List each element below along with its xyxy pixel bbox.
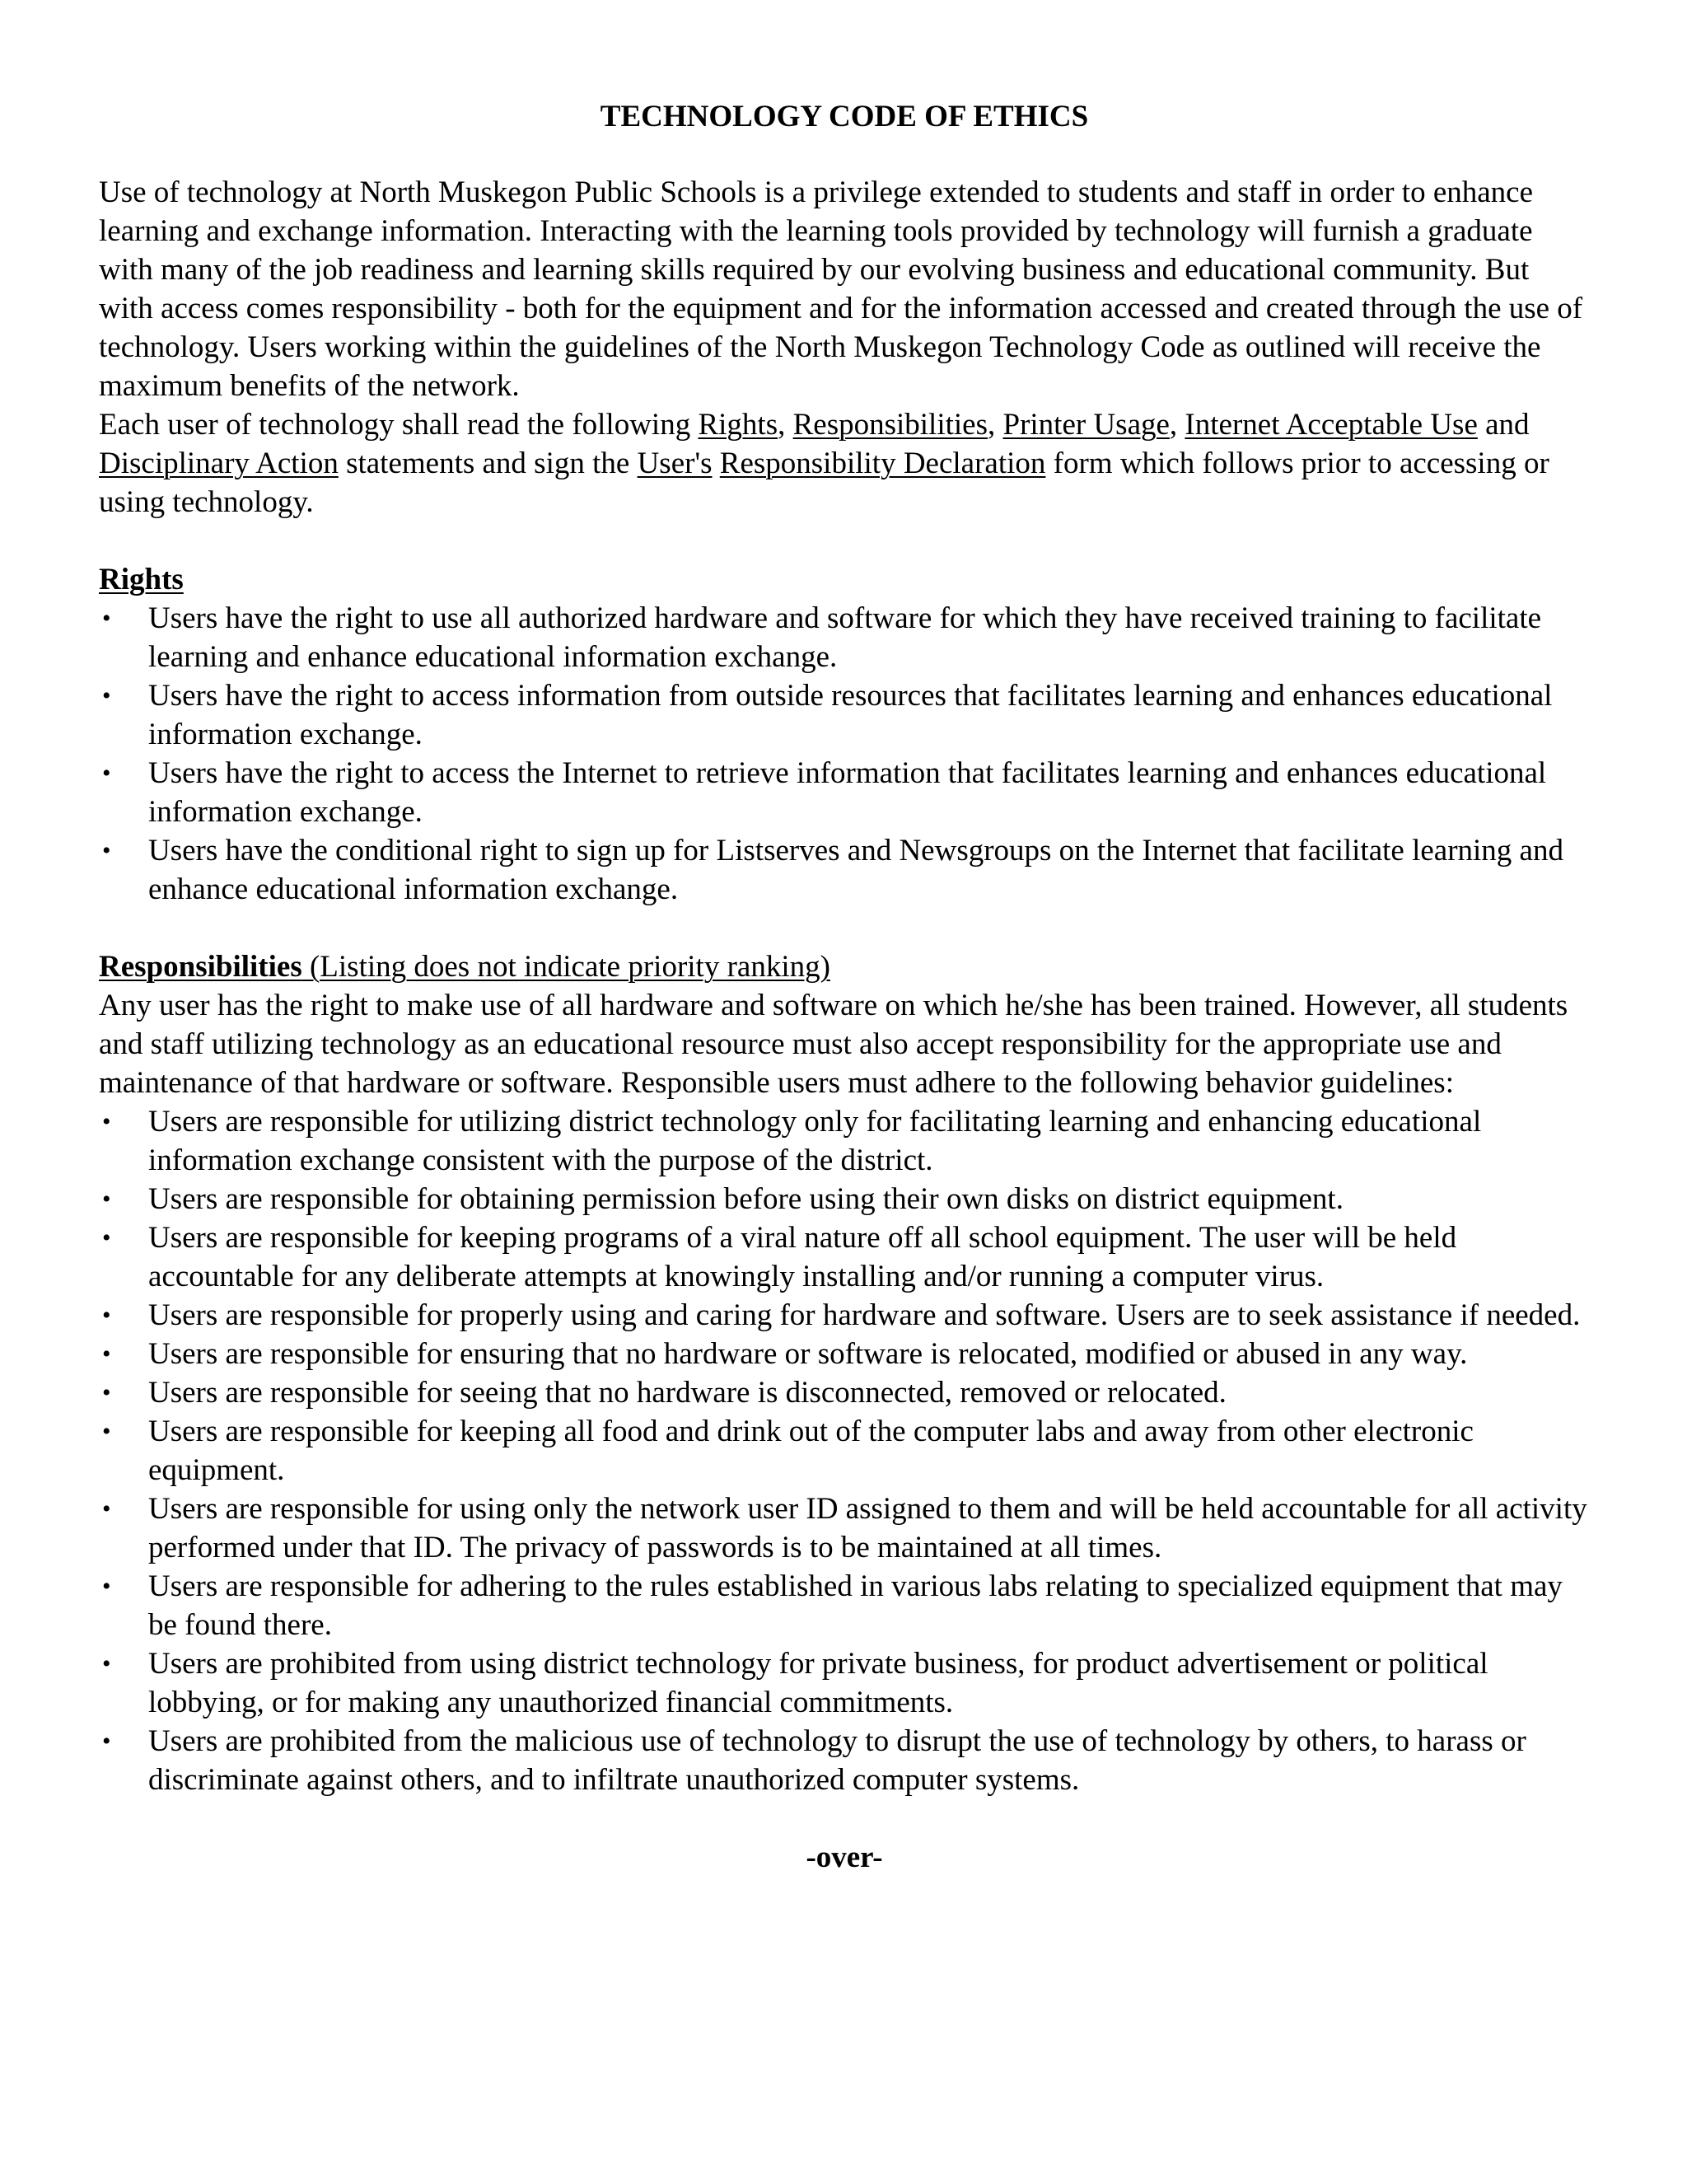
- list-item: [99, 1102, 1590, 1180]
- bullet-icon: •: [102, 1108, 111, 1135]
- responsibilities-intro: Any user has the right to make use of all hardware and software on which he/she has been trained. However, all students and staff utilizing technology as an educational resource must also accept responsibility for the appropriate use and maintenance of that hardware or software. Responsible users must adhere to the following behavior guidelines:: [99, 989, 1568, 1100]
- document-title: TECHNOLOGY CODE OF ETHICS: [600, 100, 1089, 133]
- bullet-icon: •: [102, 1728, 111, 1755]
- responsibility-declaration-reference: Responsibility Declaration: [719, 447, 1046, 480]
- list-item: [99, 1180, 1590, 1218]
- list-item: [99, 1412, 1590, 1490]
- intro-text-7: [713, 447, 720, 480]
- responsibilities-heading-gap: [302, 950, 310, 984]
- section-spacer: [99, 521, 1590, 560]
- intro-text-4: ,: [1169, 408, 1185, 442]
- rights-heading-text: Rights: [99, 563, 184, 596]
- section-spacer: [99, 909, 1590, 947]
- list-item: [99, 1490, 1590, 1567]
- bullet-icon: •: [102, 837, 111, 864]
- list-item: [99, 1644, 1590, 1722]
- bullet-icon: •: [102, 682, 111, 709]
- bullet-icon: •: [102, 1495, 111, 1522]
- intro-paragraph: Use of technology at North Muskegon Public Schools is a privilege extended to students and staff in order to enhance learning and exchange information. Interacting with the learning tools provided by technology will furnish a graduate with many of the job readiness and learning skills required by our evolving business and educational community. But with access comes responsibility - both for the equipment and for the information accessed and created through the use of technology. Users working within the guidelines of the North Muskegon Technology Code as outlined will receive the maximum benefits of the network.: [99, 175, 1583, 403]
- list-item: [99, 599, 1590, 676]
- document-page: [99, 97, 1590, 1877]
- list-item: [99, 1567, 1590, 1644]
- list-item-text: Users are responsible for keeping programs of a viral nature off all school equipment. The user will be held accountable for any deliberate attempts at knowingly installing and/or running a computer virus.: [148, 1221, 1457, 1293]
- list-item-text: Users are responsible for keeping all food and drink out of the computer labs and away from other electronic equipment.: [148, 1415, 1474, 1487]
- intro-text-1: Each user of technology shall read the following: [99, 408, 699, 442]
- bullet-icon: •: [102, 1224, 111, 1251]
- list-item-text: Users have the conditional right to sign up for Listserves and Newsgroups on the Internet that facilitate learning and enhance educational information exchange.: [148, 834, 1563, 906]
- intro-text-3: ,: [988, 408, 1003, 442]
- list-item-text: Users are responsible for obtaining permission before using their own disks on district equipment.: [148, 1182, 1344, 1216]
- list-item-text: Users are responsible for using only the network user ID assigned to them and will be held accountable for all activity performed under that ID. The privacy of passwords is to be maintained at all times.: [148, 1492, 1587, 1564]
- responsibilities-heading-note: (Listing does not indicate priority ranking): [309, 950, 830, 984]
- internet-acceptable-use-reference: Internet Acceptable Use: [1185, 408, 1478, 442]
- intro-text-5: and: [1477, 408, 1530, 442]
- list-item: [99, 676, 1590, 754]
- bullet-icon: •: [102, 1302, 111, 1329]
- list-item: [99, 1373, 1590, 1412]
- rights-heading: [99, 560, 1590, 599]
- bullet-icon: •: [102, 1186, 111, 1213]
- list-item: [99, 831, 1590, 909]
- list-item-text: Users have the right to access information from outside resources that facilitates learning and enhances educational information exchange.: [148, 679, 1553, 751]
- disciplinary-action-reference: Disciplinary Action: [99, 447, 339, 480]
- rights-list: [99, 599, 1590, 909]
- list-item-text: Users are responsible for adhering to the rules established in various labs relating to specialized equipment that may be found there.: [148, 1569, 1563, 1642]
- bullet-icon: •: [102, 1650, 111, 1677]
- bullet-icon: •: [102, 605, 111, 632]
- list-item: [99, 1218, 1590, 1296]
- list-item-text: Users have the right to access the Internet to retrieve information that facilitates learning and enhances educational information exchange.: [148, 756, 1547, 829]
- bullet-icon: •: [102, 1379, 111, 1406]
- list-item: [99, 754, 1590, 831]
- list-item: [99, 1335, 1590, 1373]
- list-item: [99, 1296, 1590, 1335]
- responsibilities-reference: Responsibilities: [792, 408, 988, 442]
- responsibilities-heading-text: Responsibilities: [99, 950, 302, 984]
- responsibilities-list: [99, 1102, 1590, 1799]
- list-item-text: Users are prohibited from the malicious use of technology to disrupt the use of technology by others, to harass or discriminate against others, and to infiltrate unauthorized computer systems.: [148, 1724, 1526, 1797]
- intro-text-6: statements and sign the: [338, 447, 638, 480]
- bullet-icon: •: [102, 760, 111, 787]
- bullet-icon: •: [102, 1340, 111, 1368]
- printer-usage-reference: Printer Usage: [1002, 408, 1170, 442]
- bullet-icon: •: [102, 1573, 111, 1600]
- list-item-text: Users are responsible for ensuring that no hardware or software is relocated, modified or abused in any way.: [148, 1337, 1468, 1371]
- list-item-text: Users have the right to use all authorized hardware and software for which they have received training to facilitate learning and enhance educational information exchange.: [148, 601, 1542, 674]
- intro-text-8: form which follows prior to accessing or using technology.: [99, 447, 1549, 519]
- list-item-text: Users are responsible for properly using and caring for hardware and software. Users are to seek assistance if needed.: [148, 1298, 1581, 1332]
- bullet-icon: •: [102, 1418, 111, 1445]
- list-item-text: Users are prohibited from using district technology for private business, for product advertisement or political lobbying, or for making any unauthorized financial commitments.: [148, 1647, 1488, 1719]
- list-item-text: Users are responsible for utilizing district technology only for facilitating learning and enhancing educational information exchange consistent with the purpose of the district.: [148, 1105, 1482, 1177]
- list-item: [99, 1722, 1590, 1799]
- page-footer-over: -over-: [806, 1840, 883, 1874]
- list-item-text: Users are responsible for seeing that no hardware is disconnected, removed or relocated.: [148, 1376, 1227, 1410]
- users-reference: User's: [637, 447, 713, 480]
- responsibilities-heading: [99, 947, 1590, 986]
- rights-reference: Rights: [698, 408, 778, 442]
- intro-second-paragraph: [99, 405, 1590, 521]
- intro-text-2: ,: [778, 408, 793, 442]
